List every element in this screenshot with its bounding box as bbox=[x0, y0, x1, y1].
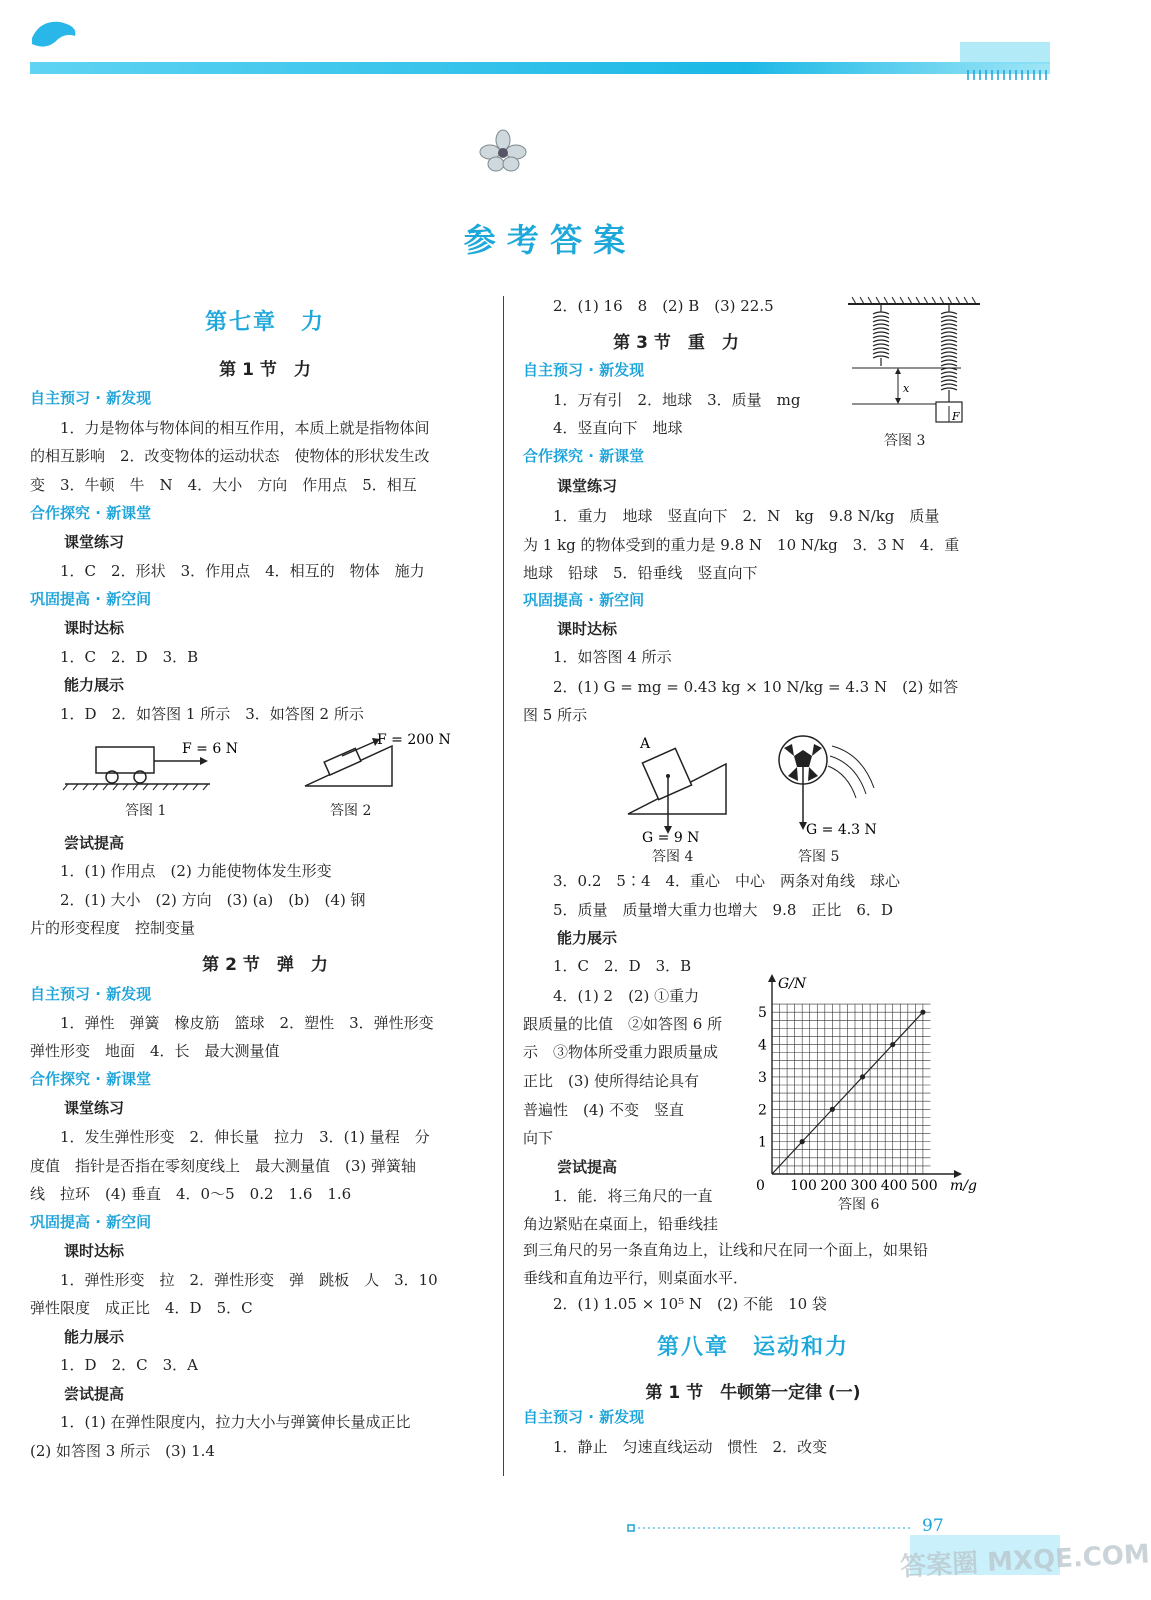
answer-line: 1．C 2．D 3．B bbox=[553, 957, 692, 975]
figure-block-on-slope bbox=[620, 732, 735, 844]
subsection-label: 课时达标 bbox=[557, 620, 618, 638]
answer-line: 垂线和直角边平行，则桌面水平． bbox=[523, 1269, 749, 1287]
answer-line: 的相互影响 2．改变物体的运动状态 使物体的形状发生改 bbox=[30, 447, 430, 465]
answer-line: 1．能．将三角尺的一直 bbox=[553, 1187, 713, 1205]
answer-line: 1．万有引 2．地球 3．质量 mg bbox=[553, 391, 801, 409]
answer-line: 弹性限度 成正比 4．D 5．C bbox=[30, 1299, 253, 1317]
answer-line: 到三角尺的另一条直角边上，让线和尺在同一个面上，如果铅 bbox=[523, 1241, 929, 1259]
figure5-caption: 答图 5 bbox=[798, 849, 840, 865]
answer-line: 2．(1) 16 8 (2) B (3) 22.5 bbox=[553, 297, 774, 315]
x-tick-label: 200 bbox=[820, 1178, 848, 1194]
answer-line: 变 3．牛顿 牛 N 4．大小 方向 作用点 5．相互 bbox=[30, 476, 417, 494]
figure6-caption: 答图 6 bbox=[838, 1197, 880, 1213]
figure2-force-label: F = 200 N bbox=[377, 732, 451, 748]
page-title: 参 考 答 案 bbox=[463, 221, 626, 259]
answer-line: 1．弹性 弹簧 橡皮筋 篮球 2．塑性 3．弹性形变 bbox=[60, 1014, 434, 1032]
answer-line: 1．C 2．D 3．B bbox=[60, 648, 199, 666]
answer-line: 4．竖直向下 地球 bbox=[553, 419, 683, 437]
answer-line: 片的形变程度 控制变量 bbox=[30, 919, 196, 937]
figure4-caption: 答图 4 bbox=[652, 849, 694, 865]
y-tick-label: 4 bbox=[758, 1037, 767, 1054]
column-divider bbox=[503, 296, 504, 1476]
answer-line: 5．质量 质量增大重力也增大 9.8 正比 6．D bbox=[553, 901, 893, 919]
section-label: 自主预习 · 新发现 bbox=[30, 389, 152, 407]
section-title: 第 3 节 重 力 bbox=[613, 333, 739, 353]
answer-line: 跟质量的比值 ②如答图 6 所 bbox=[523, 1015, 723, 1033]
subsection-label: 能力展示 bbox=[64, 676, 125, 694]
section-label: 合作探究 · 新课堂 bbox=[30, 504, 152, 522]
gravity-mass-chart bbox=[750, 960, 982, 1192]
answer-line: 度值 指针是否指在零刻度线上 最大测量值 (3) 弹簧轴 bbox=[30, 1157, 417, 1175]
answer-line: 为 1 kg 的物体受到的重力是 9.8 N 10 N/kg 3．3 N 4．重 bbox=[523, 536, 960, 554]
answer-line: 2．(1) G = mg = 0.43 kg × 10 N/kg = 4.3 N (2) 如答 bbox=[553, 678, 959, 696]
x-axis-label: m/g bbox=[950, 1178, 977, 1194]
y-tick-label: 3 bbox=[758, 1069, 767, 1086]
answer-line: 图 5 所示 bbox=[523, 706, 588, 724]
chapter-title: 第七章 力 bbox=[204, 309, 325, 335]
watermark: 答案圈 MXQE.COM bbox=[899, 1539, 1151, 1583]
subsection-label: 尝试提高 bbox=[64, 1385, 125, 1403]
subsection-label: 课堂练习 bbox=[64, 533, 125, 551]
answer-line: 1．静止 匀速直线运动 惯性 2．改变 bbox=[553, 1438, 828, 1456]
answer-line: 1．发生弹性形变 2．伸长量 拉力 3．(1) 量程 分 bbox=[60, 1128, 430, 1146]
subsection-label: 能力展示 bbox=[557, 929, 618, 947]
answer-line: 地球 铅球 5．铅垂线 竖直向下 bbox=[523, 564, 758, 582]
flower-icon bbox=[478, 128, 528, 174]
figure-football bbox=[770, 732, 890, 844]
answer-line: 正比 (3) 使所得结论具有 bbox=[523, 1072, 700, 1090]
section-title: 第 1 节 力 bbox=[219, 360, 311, 380]
answer-line: 1．重力 地球 竖直向下 2．N kg 9.8 N/kg 质量 bbox=[553, 507, 940, 525]
answer-line: 弹性形变 地面 4．长 最大测量值 bbox=[30, 1042, 280, 1060]
y-tick-label: 1 bbox=[758, 1134, 767, 1151]
subsection-label: 课堂练习 bbox=[557, 477, 618, 495]
answer-line: 1．(1) 作用点 (2) 力能使物体发生形变 bbox=[60, 862, 332, 880]
answer-line: 1．力是物体与物体间的相互作用，本质上就是指物体间 bbox=[60, 419, 430, 437]
section-label: 合作探究 · 新课堂 bbox=[30, 1070, 152, 1088]
chapter-title: 第八章 运动和力 bbox=[656, 1334, 849, 1360]
answer-line: 向下 bbox=[523, 1129, 554, 1147]
subsection-label: 能力展示 bbox=[64, 1328, 125, 1346]
answer-line: 普遍性 (4) 不变 竖直 bbox=[523, 1101, 685, 1119]
y-axis-label: G/N bbox=[778, 976, 807, 992]
x-tick-label: 100 bbox=[790, 1178, 817, 1194]
figure-cart bbox=[60, 735, 250, 795]
answer-line: 1．C 2．形状 3．作用点 4．相互的 物体 施力 bbox=[60, 562, 425, 580]
section-label: 巩固提高 · 新空间 bbox=[30, 1213, 152, 1231]
answer-line: 2．(1) 大小 (2) 方向 (3) (a) (b) (4) 钢 bbox=[60, 891, 366, 909]
y-axis-arrow bbox=[768, 974, 776, 982]
answer-line: 1．D 2．如答图 1 所示 3．如答图 2 所示 bbox=[60, 705, 364, 723]
data-point bbox=[800, 1139, 805, 1144]
bird-logo-icon bbox=[32, 22, 75, 47]
figure4-g-label: G = 9 N bbox=[642, 830, 700, 846]
section-title: 第 1 节 牛顿第一定律 (一) bbox=[645, 1383, 861, 1403]
subsection-label: 课堂练习 bbox=[64, 1099, 125, 1117]
y-tick-label: 5 bbox=[758, 1005, 767, 1022]
figure3-x-label: x bbox=[903, 382, 910, 395]
answer-line: 1．D 2．C 3．A bbox=[60, 1356, 198, 1374]
x-tick-label: 300 bbox=[850, 1178, 878, 1194]
section-label: 自主预习 · 新发现 bbox=[523, 361, 645, 379]
figure3-caption: 答图 3 bbox=[884, 433, 926, 449]
subsection-label: 课时达标 bbox=[64, 619, 125, 637]
figure-springs bbox=[846, 294, 986, 430]
figure2-caption: 答图 2 bbox=[330, 803, 372, 819]
x-tick-label: 500 bbox=[910, 1178, 938, 1194]
subsection-label: 尝试提高 bbox=[64, 834, 125, 852]
header-decoration bbox=[0, 0, 1089, 110]
figure-incline bbox=[300, 728, 460, 798]
data-point bbox=[890, 1042, 895, 1047]
subsection-label: 尝试提高 bbox=[557, 1158, 618, 1176]
answer-line: 角边紧贴在桌面上，铅垂线挂 bbox=[523, 1215, 719, 1233]
data-point bbox=[830, 1107, 835, 1112]
data-point bbox=[920, 1010, 925, 1015]
figure1-force-label: F = 6 N bbox=[182, 741, 238, 757]
section-label: 巩固提高 · 新空间 bbox=[523, 591, 645, 609]
answer-line: 4．(1) 2 (2) ①重力 bbox=[553, 987, 700, 1005]
answer-line: 2．(1) 1.05 × 10⁵ N (2) 不能 10 袋 bbox=[553, 1295, 827, 1313]
subsection-label: 课时达标 bbox=[64, 1242, 125, 1260]
figure4-a-label: A bbox=[640, 736, 651, 752]
origin-label: 0 bbox=[756, 1178, 765, 1194]
section-title: 第 2 节 弹 力 bbox=[202, 955, 328, 975]
answer-line: 线 拉环 (4) 垂直 4．0～5 0.2 1.6 1.6 bbox=[30, 1185, 352, 1203]
answer-line: 1．如答图 4 所示 bbox=[553, 648, 672, 666]
x-axis-arrow bbox=[954, 1170, 962, 1178]
x-tick-label: 400 bbox=[880, 1178, 908, 1194]
figure1-caption: 答图 1 bbox=[125, 803, 167, 819]
page-number: 97 bbox=[922, 1516, 944, 1536]
section-label: 巩固提高 · 新空间 bbox=[30, 590, 152, 608]
figure3-f-label: F bbox=[952, 410, 960, 423]
section-label: 自主预习 · 新发现 bbox=[30, 985, 152, 1003]
section-label: 自主预习 · 新发现 bbox=[523, 1408, 645, 1426]
answer-line: 示 ③物体所受重力跟质量成 bbox=[523, 1043, 719, 1061]
answer-line: 3．0.2 5∶4 4．重心 中心 两条对角线 球心 bbox=[553, 872, 901, 890]
answer-line: 1．弹性形变 拉 2．弹性形变 弹 跳板 人 3．10 bbox=[60, 1271, 438, 1289]
answer-line: 1．(1) 在弹性限度内，拉力大小与弹簧伸长量成正比 bbox=[60, 1413, 411, 1431]
data-point bbox=[860, 1074, 865, 1079]
answer-line: (2) 如答图 3 所示 (3) 1.4 bbox=[30, 1442, 215, 1460]
section-label: 合作探究 · 新课堂 bbox=[523, 447, 645, 465]
y-tick-label: 2 bbox=[758, 1102, 767, 1119]
figure5-g-label: G = 4.3 N bbox=[806, 822, 877, 838]
